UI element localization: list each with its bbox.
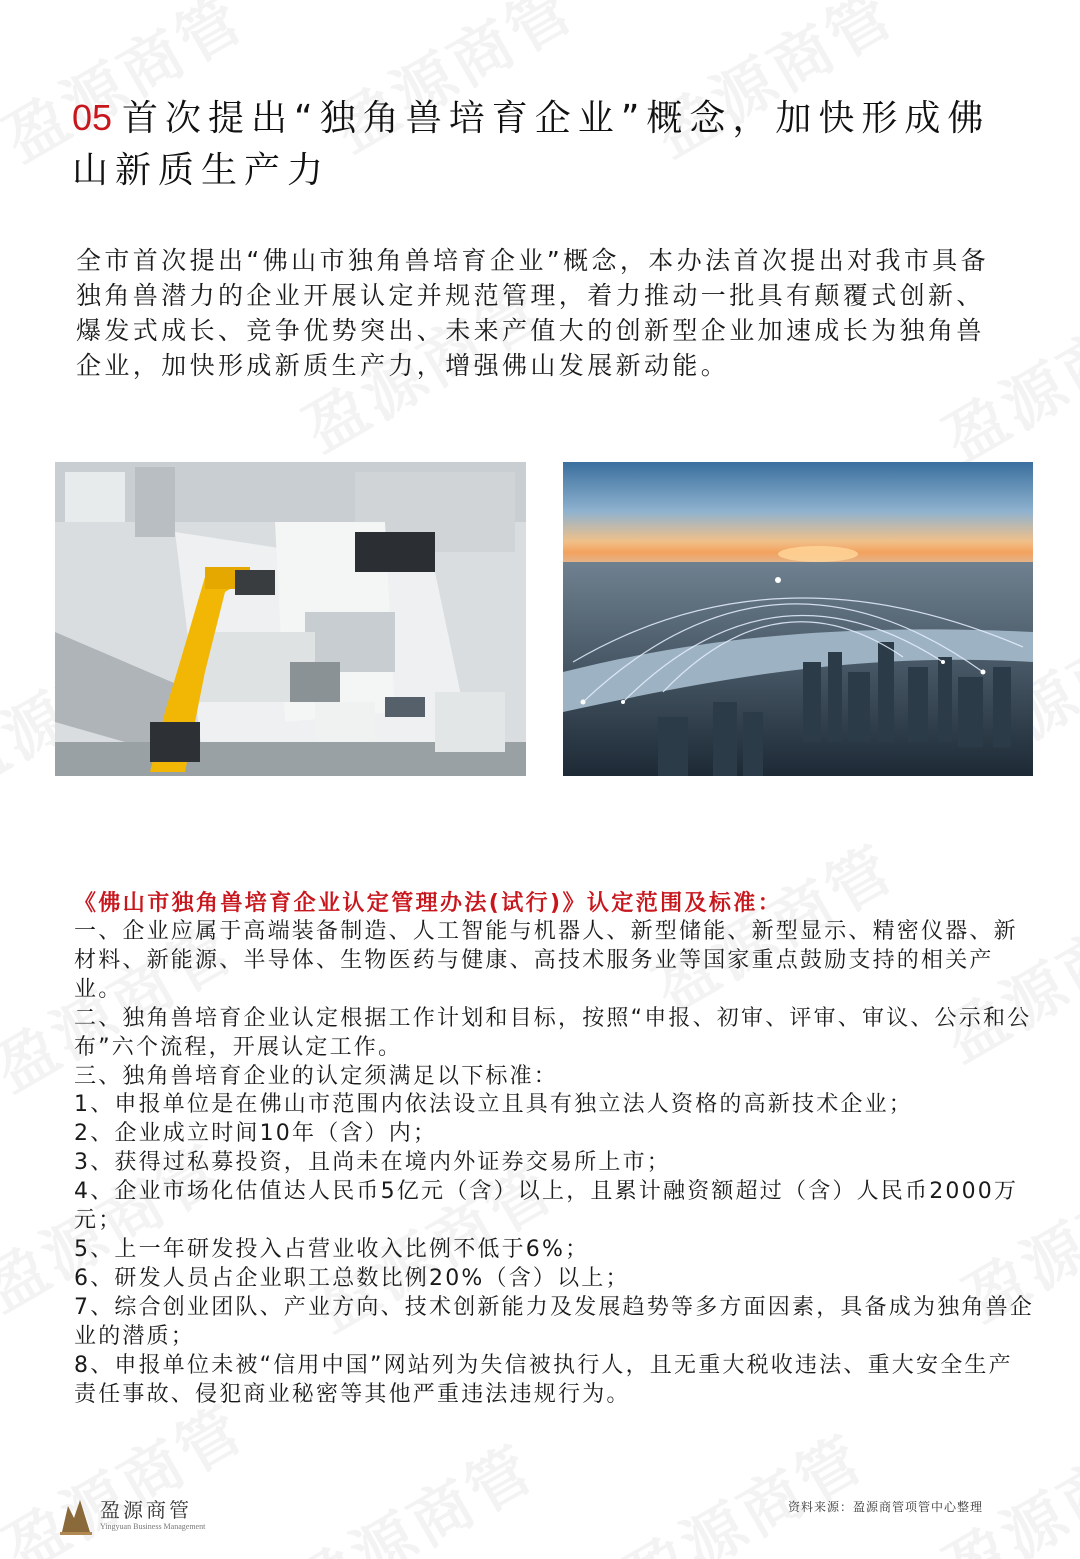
- standard-item: 一、企业应属于高端装备制造、人工智能与机器人、新型储能、新型显示、精密仪器、新材料、新能源、半导体、生物医药与健康、高技术服务业等国家重点鼓励支持的相关产业。: [74, 919, 1018, 1002]
- source-note: 资料来源：盈源商管项管中心整理: [788, 1500, 984, 1514]
- standards-title: 《佛山市独角兽培育企业认定管理办法(试行)》认定范围及标准：: [74, 891, 783, 916]
- standard-item: 7、综合创业团队、产业方向、技术创新能力及发展趋势等多方面因素，具备成为独角兽企业的潜质；: [74, 1294, 1034, 1349]
- logo-name: 盈源商管: [100, 1498, 192, 1522]
- title-text: 首次提出“独角兽培育企业”概念，加快形成佛山新质生产力: [72, 98, 991, 191]
- standard-item: 3、获得过私募投资，且尚未在境内外证券交易所上市；: [74, 1150, 671, 1176]
- logo-subtitle: Yingyuan Business Management: [100, 1522, 206, 1531]
- standards-list: [74, 918, 1034, 1409]
- standard-item: 6、研发人员占企业职工总数比例20%（含）以上；: [74, 1265, 630, 1291]
- standard-item: 5、上一年研发投入占营业收入比例不低于6%；: [74, 1236, 590, 1262]
- company-logo: [58, 1492, 218, 1540]
- section-number: 05: [72, 97, 113, 138]
- standard-item: 二、独角兽培育企业认定根据工作计划和目标，按照“申报、初审、评审、审议、公示和公布”六个流程，开展认定工作。: [74, 1005, 1032, 1060]
- city-skyline-photo: [563, 462, 1033, 776]
- standard-item: 1、申报单位是在佛山市范围内依法设立且具有独立法人资格的高新技术企业；: [74, 1092, 913, 1118]
- factory-robot-photo: [55, 462, 526, 776]
- watermark: [605, 1410, 878, 1559]
- standard-item: 4、企业市场化估值达人民币5亿元（含）以上，且累计融资额超过（含）人民币2000万元；: [74, 1179, 1019, 1234]
- watermark: [275, 1420, 548, 1559]
- watermark: [925, 1400, 1080, 1559]
- intro-paragraph: 全市首次提出“佛山市独角兽培育企业”概念，本办法首次提出对我市具备独角兽潜力的企业开展认定并规范管理，着力推动一批具有颠覆式创新、爆发式成长、竞争优势突出、未来产值大的创新型企业加速成长为独角兽企业，加快形成新质生产力，增强佛山发展新动能。: [76, 246, 990, 380]
- standard-item: 2、企业成立时间10年（含）内；: [74, 1121, 438, 1147]
- standard-item: 8、申报单位未被“信用中国”网站列为失信被执行人，且无重大税收违法、重大安全生产责任事故、侵犯商业秘密等其他严重违法违规行为。: [74, 1352, 1013, 1407]
- standard-item: 三、独角兽培育企业的认定须满足以下标准：: [74, 1063, 559, 1089]
- page-title: [72, 92, 1012, 197]
- logo-mark-icon: [58, 1496, 94, 1536]
